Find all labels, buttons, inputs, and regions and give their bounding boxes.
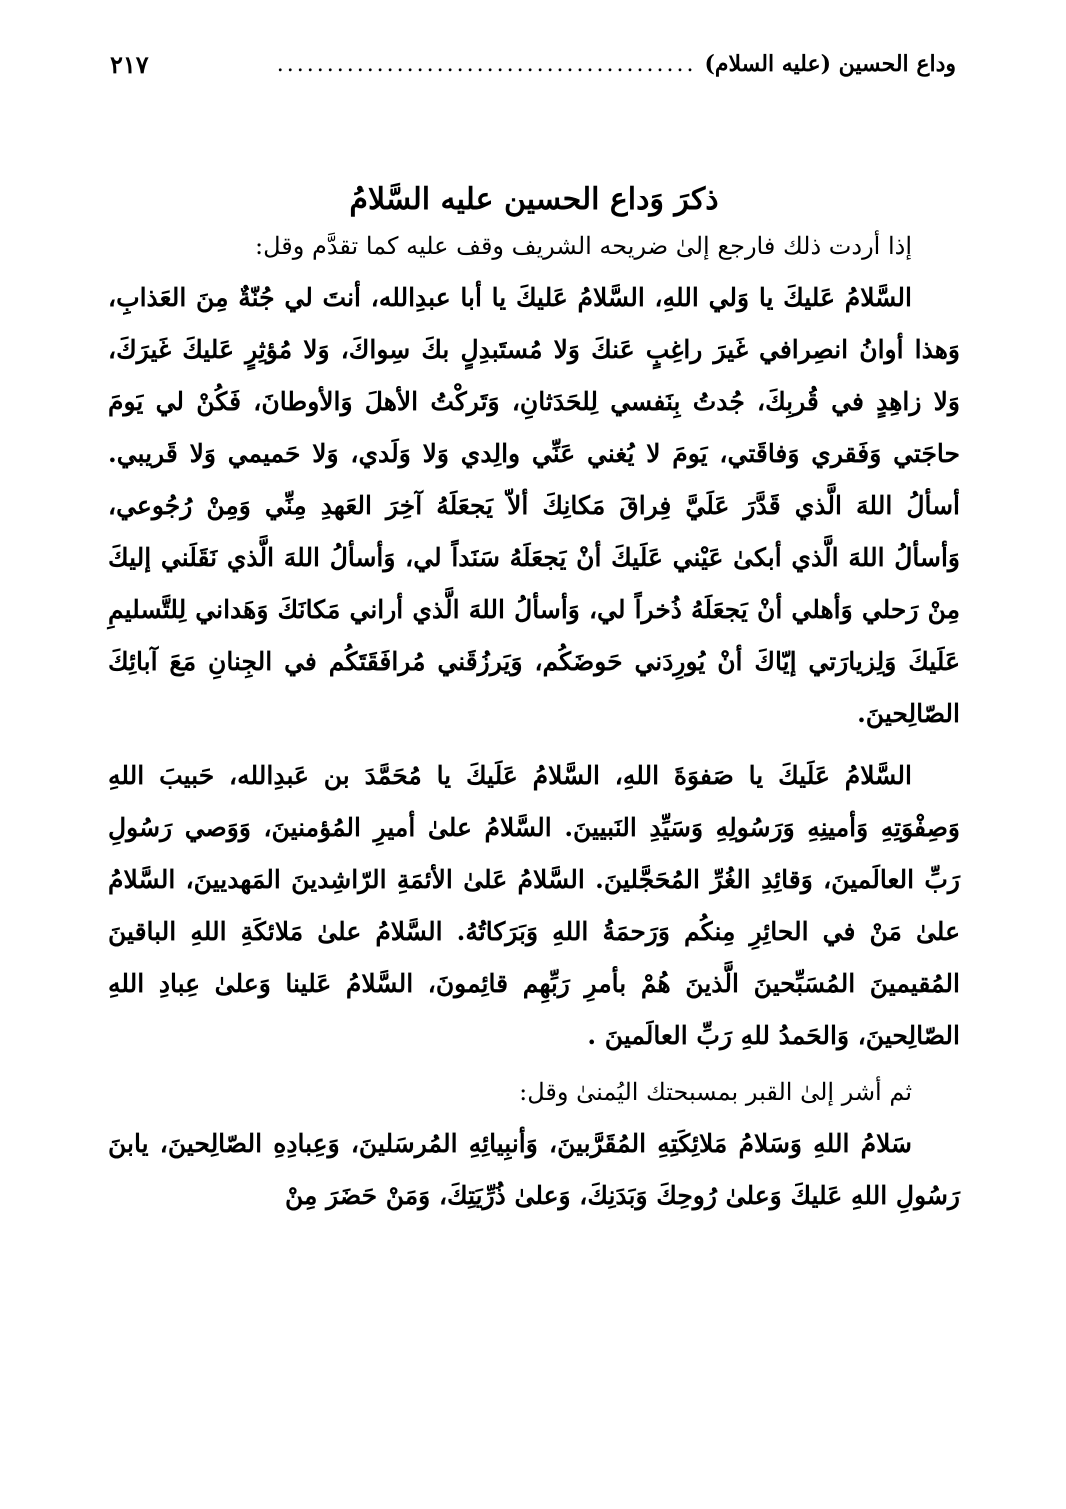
prayer-paragraph-salutations: السَّلامُ عَلَيكَ يا صَفوَةَ اللهِ، السَّلامُ عَلَيكَ يا مُحَمَّدَ بن عَبدِالله، حَبيبَ اللهِ وَصِفْوَتِهِ وَأمينِهِ وَرَسُولِهِ وَسَيِّدِ النَبيينَ. السَّلامُ علىٰ أميرِ المُؤمنينَ، وَوَصي رَسُولِ رَبِّ العالَمينَ، وَقائِدِ الغُرِّ المُحَجَّلينَ. السَّلامُ عَلىٰ الأئمَةِ الرّاشِدينَ المَهديينَ، السَّلامُ علىٰ مَنْ في الحائِرِ مِنكُم وَرَحمَةُ اللهِ وَبَرَكاتُهُ. السَّلامُ علىٰ مَلائكَةِ اللهِ الباقينَ المُقيمينَ المُسَبِّحينَ الَّذينَ هُمْ بأمرِ رَبِّهِم قائِمونَ، السَّلامُ عَلينا وَعلىٰ عِبادِ اللهِ الصّالِحينَ، وَالحَمدُ للهِ رَبِّ العالَمينَ . — [108, 761, 960, 1050]
instruction-paragraph: إذا أردت ذلك فارجع إلىٰ ضريحه الشريف وقف عليه كما تقدَّم وقل: — [255, 232, 912, 260]
instruction-paragraph-gesture: ثم أشر إلىٰ القبر بمسبحتك اليُمنىٰ وقل: — [519, 1078, 912, 1106]
page-body — [108, 178, 960, 1232]
running-title: وداع الحسين (عليه السلام) — [704, 51, 956, 77]
prayer-paragraph-peace: سَلامُ اللهِ وَسَلامُ مَلائِكَتِهِ المُقَرَّبينَ، وَأنبِيائِهِ المُرسَلينَ، وَعِبادِهِ الصّالِحينَ، يابنَ رَسُولِ اللهِ عَليكَ وَعلىٰ رُوحِكَ وَبَدَنِكَ، وَعلىٰ ذُرِّيَتِكَ، وَمَنْ حَضَرَ مِنْ — [108, 1129, 960, 1210]
prayer-paragraph-farewell: السَّلامُ عَليكَ يا وَلي اللهِ، السَّلامُ عَليكَ يا أبا عبدِالله، أنتَ لي جُنّةٌ مِنَ العَذابِ، وَهذا أوانُ انصِرافي غَيرَ راغِبٍ عَنكَ وَلا مُستَبدِلٍ بكَ سِواكَ، وَلا مُؤثِرٍ عَليكَ غَيرَكَ، وَلا زاهِدٍ في قُربِكَ، جُدتُ بِنَفسي لِلحَدَثانِ، وَتَركْتُ الأهلَ وَالأوطانَ، فَكُنْ لي يَومَ حاجَتي وَفَقري وَفاقَتي، يَومَ لا يُغني عَنِّي والِدي وَلا وَلَدي، وَلا حَميمي وَلا قَريبي. أسألُ اللهَ الَّذي قَدَّرَ عَلَيَّ فِراقَ مَكانِكَ ألاّ يَجعَلَهُ آخِرَ العَهدِ مِنِّي وَمِنْ رُجُوعي، وَأسألُ اللهَ الَّذي أبكىٰ عَيْني عَلَيكَ أنْ يَجعَلَهُ سَنَداً لي، وَأسألُ اللهَ الَّذي نَقَلَني إليكَ مِنْ رَحلي وَأهلي أنْ يَجعَلَهُ ذُخراً لي، وَأسألُ اللهَ الَّذي أراني مَكانَكَ وَهَداني لِلتَّسليمِ عَلَيكَ وَلِزيارَتي إيّاكَ أنْ يُورِدَني حَوضَكُم، وَيَرزُقَني مُرافَقَتَكُم في الجِنانِ مَعَ آبائِكَ الصّالِحينَ. — [108, 283, 960, 728]
section-title: ذكرَ وَداع الحسين عليه السَّلامُ — [349, 182, 719, 217]
page-number: ٢١٧ — [110, 49, 149, 79]
header-leader-dots: .......................................... — [276, 51, 697, 77]
running-header — [110, 42, 956, 86]
